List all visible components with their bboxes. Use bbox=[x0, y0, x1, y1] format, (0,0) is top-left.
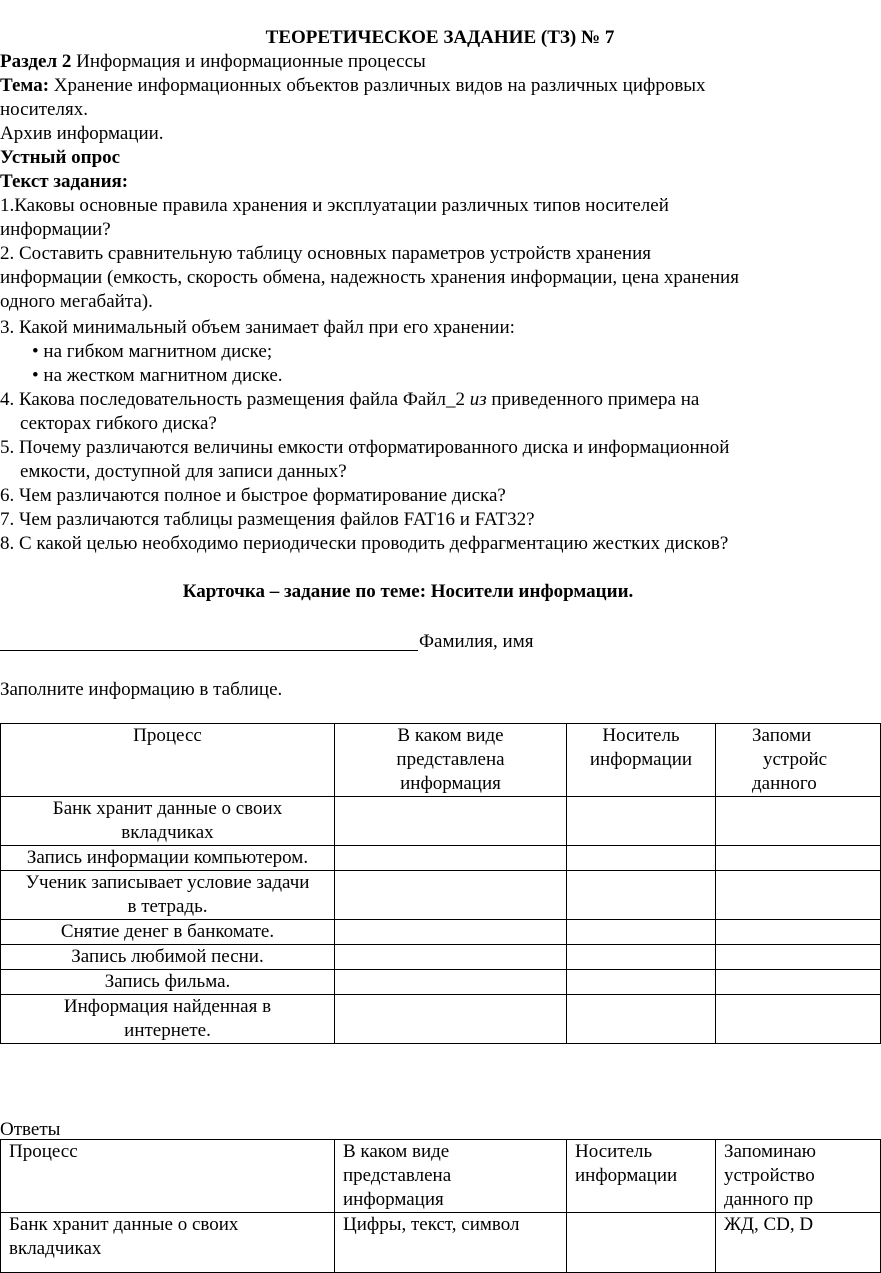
row-form-cell[interactable] bbox=[335, 920, 567, 945]
row-form-cell[interactable] bbox=[335, 995, 567, 1044]
row-device-cell[interactable] bbox=[716, 970, 881, 995]
answers-header-device: Запоминаю устройство данного пр bbox=[716, 1140, 881, 1213]
question-6: 6. Чем различаются полное и быстрое форматирование диска? bbox=[0, 485, 506, 506]
question-5-cont: емкости, доступной для записи данных? bbox=[20, 461, 347, 482]
question-3: 3. Какой минимальный объем занимает файл при его хранении: bbox=[0, 317, 515, 338]
question-4-part2: приведенного примера на bbox=[486, 389, 700, 410]
topic-line bbox=[0, 74, 706, 98]
row-carrier-cell[interactable] bbox=[567, 920, 716, 945]
table-row bbox=[1, 995, 881, 1044]
table-row bbox=[1, 846, 881, 871]
answers-header-process: Процесс bbox=[1, 1140, 335, 1213]
row-carrier-cell[interactable] bbox=[567, 995, 716, 1044]
question-8: 8. С какой целью необходимо периодически проводить дефрагментацию жестких дисков? bbox=[0, 533, 729, 554]
answers-table bbox=[0, 1139, 881, 1273]
question-2-cont2: одного мегабайта). bbox=[0, 291, 153, 312]
table-row bbox=[1, 970, 881, 995]
answers-header-carrier: Носитель информации bbox=[567, 1140, 716, 1213]
table-row bbox=[1, 797, 881, 846]
row-carrier-cell[interactable] bbox=[567, 945, 716, 970]
question-7: 7. Чем различаются таблицы размещения файлов FAT16 и FAT32? bbox=[0, 509, 535, 530]
row-form-cell[interactable] bbox=[335, 846, 567, 871]
question-2-cont: информации (емкость, скорость обмена, надежность хранения информации, цена хранения bbox=[0, 267, 739, 288]
row-form-cell[interactable] bbox=[335, 945, 567, 970]
row-form-cell[interactable] bbox=[335, 871, 567, 920]
row-form-cell[interactable] bbox=[335, 797, 567, 846]
answer-device-cell: ЖД, CD, D bbox=[716, 1213, 881, 1273]
row-device-cell[interactable] bbox=[716, 871, 881, 920]
question-5: 5. Почему различаются величины емкости отформатированного диска и информационной bbox=[0, 437, 730, 458]
answers-header-row bbox=[1, 1140, 881, 1213]
table-row bbox=[1, 945, 881, 970]
card-title: Карточка – задание по теме: Носители информации. bbox=[182, 581, 634, 602]
section-line bbox=[0, 50, 426, 74]
question-4-italic: из bbox=[469, 389, 487, 410]
header-device: Запоми устройс данного bbox=[716, 724, 881, 797]
task-label: Текст задания: bbox=[0, 171, 129, 192]
row-device-cell[interactable] bbox=[716, 945, 881, 970]
question-4-cont: секторах гибкого диска? bbox=[20, 413, 217, 434]
row-device-cell[interactable] bbox=[716, 995, 881, 1044]
header-form: В каком виде представлена информация bbox=[335, 724, 567, 797]
table-row bbox=[1, 871, 881, 920]
header-process: Процесс bbox=[1, 724, 335, 797]
name-label: Фамилия, имя bbox=[419, 631, 534, 652]
topic-line-2: носителях. bbox=[0, 99, 88, 120]
answer-form-cell: Цифры, текст, символ bbox=[335, 1213, 567, 1273]
row-carrier-cell[interactable] bbox=[567, 797, 716, 846]
table-row bbox=[1, 1213, 881, 1273]
topic-text: Хранение информационных объектов различных видов на различных цифровых bbox=[49, 75, 706, 96]
answers-header-form: В каком виде представлена информация bbox=[335, 1140, 567, 1213]
page-title: ТЕОРЕТИЧЕСКОЕ ЗАДАНИЕ (ТЗ) № 7 bbox=[265, 27, 615, 48]
table-row bbox=[1, 920, 881, 945]
row-carrier-cell[interactable] bbox=[567, 846, 716, 871]
name-underline bbox=[0, 650, 418, 651]
question-4-part1: 4. Какова последовательность размещения файла Файл_2 bbox=[0, 389, 470, 410]
task-table-header-row bbox=[1, 724, 881, 797]
row-process-cell: Ученик записывает условие задачи в тетрадь. bbox=[1, 871, 335, 920]
question-1-cont: информации? bbox=[0, 219, 111, 240]
row-device-cell[interactable] bbox=[716, 920, 881, 945]
section-label: Раздел 2 bbox=[0, 51, 72, 72]
question-3-bullet-1: • на гибком магнитном диске; bbox=[32, 341, 273, 362]
topic-label: Тема: bbox=[0, 75, 50, 96]
row-process-cell: Банк хранит данные о своих вкладчиках bbox=[1, 797, 335, 846]
row-process-cell: Информация найденная в интернете. bbox=[1, 995, 335, 1044]
fill-instruction: Заполните информацию в таблице. bbox=[0, 679, 283, 700]
row-process-cell: Снятие денег в банкомате. bbox=[1, 920, 335, 945]
row-device-cell[interactable] bbox=[716, 846, 881, 871]
oral-label: Устный опрос bbox=[0, 147, 121, 168]
section-text: Информация и информационные процессы bbox=[71, 51, 426, 72]
row-process-cell: Запись фильма. bbox=[1, 970, 335, 995]
row-form-cell[interactable] bbox=[335, 970, 567, 995]
answer-carrier-cell bbox=[567, 1213, 716, 1273]
question-4 bbox=[0, 388, 699, 412]
answer-process-cell: Банк хранит данные о своих вкладчиках bbox=[1, 1213, 335, 1273]
row-process-cell: Запись любимой песни. bbox=[1, 945, 335, 970]
task-table bbox=[0, 723, 881, 1044]
row-carrier-cell[interactable] bbox=[567, 970, 716, 995]
header-carrier: Носитель информации bbox=[567, 724, 716, 797]
topic-line-3: Архив информации. bbox=[0, 123, 164, 144]
row-process-cell: Запись информации компьютером. bbox=[1, 846, 335, 871]
question-2: 2. Составить сравнительную таблицу основных параметров устройств хранения bbox=[0, 243, 651, 264]
row-carrier-cell[interactable] bbox=[567, 871, 716, 920]
row-device-cell[interactable] bbox=[716, 797, 881, 846]
question-1: 1.Каковы основные правила хранения и эксплуатации различных типов носителей bbox=[0, 195, 669, 216]
answers-label: Ответы bbox=[0, 1119, 61, 1140]
question-3-bullet-2: • на жестком магнитном диске. bbox=[32, 365, 283, 386]
